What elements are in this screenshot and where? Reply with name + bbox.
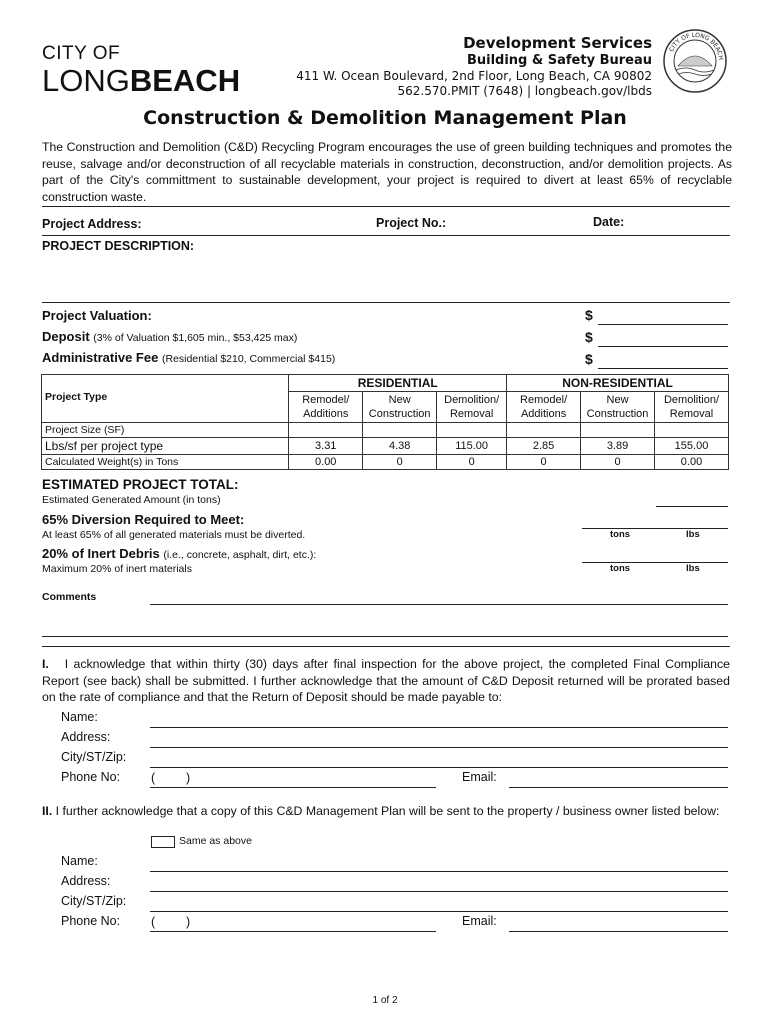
comments-label: Comments [42,591,97,603]
ack2-email-label: Email: [462,914,497,928]
inert-subtitle: Maximum 20% of inert materials [42,563,192,575]
inert-tons-unit: tons [610,563,631,574]
cell-lbs-1: 4.38 [363,438,437,455]
description-divider [42,302,730,303]
ack1-name-input[interactable] [150,711,728,728]
row-label-lbs: Lbs/sf per project type [42,438,289,455]
cell-weight-3: 0 [507,455,581,470]
cell-size-0[interactable] [289,423,363,438]
ack1-address-label: Address: [61,730,111,744]
valuation-input[interactable] [598,308,728,325]
admin-fee-dollar: $ [585,351,593,367]
row-label-weight: Calculated Weight(s) in Tons [42,455,289,470]
ack2-address-input[interactable] [150,875,728,892]
ack1-city-input[interactable] [150,751,728,768]
project-number-label: Project No.: [376,216,447,230]
ack2-email-input[interactable] [509,915,728,932]
diversion-subtitle: At least 65% of all generated materials must be diverted. [42,529,306,541]
cell-weight-5: 0.00 [655,455,729,470]
admin-fee-label: Administrative Fee [42,350,159,365]
admin-fee-note: (Residential $210, Commercial $415) [161,353,336,365]
ack1-city-label: City/ST/Zip: [61,750,127,764]
project-description-label: PROJECT DESCRIPTION: [42,239,195,253]
inert-title: 20% of Inert Debris [42,546,160,561]
project-type-header: Project Type [42,375,289,423]
seal-graphic [662,28,728,94]
dept-name: Development Services [463,34,652,52]
comments-input-2[interactable] [42,620,728,637]
dept-address: 411 W. Ocean Boulevard, 2nd Floor, Long Beach, CA 90802 [296,69,652,83]
ack1-email-label: Email: [462,770,497,784]
cell-size-5[interactable] [655,423,729,438]
intro-paragraph: The Construction and Demolition (C&D) Recycling Program encourages the use of green building techniques and promotes the reuse, salvage and/or deconstruction of all recyclable materials in construction, deconstruction, and/or demolition projects. As part of the City's committment to sustainable development, your project is required to divert at least 65% of recyclable construction waste. [42,140,732,204]
project-number-input[interactable] [452,218,582,234]
table-header-row [42,375,729,392]
estimated-total-input[interactable] [656,490,728,507]
row-label-size: Project Size (SF) [42,423,289,438]
project-address-input[interactable] [150,218,365,234]
inert-row [42,546,316,561]
valuation-dollar: $ [585,307,593,323]
ack1-area-open: ( [151,771,156,785]
col-non-remodel: Remodel/ Additions [507,392,581,423]
seal-text: CITY OF LONG BEACH [668,31,725,61]
residential-header: RESIDENTIAL [289,375,507,392]
comments-input-1[interactable] [150,588,728,605]
diversion-title: 65% Diversion Required to Meet: [42,512,245,527]
cell-weight-2: 0 [437,455,507,470]
page-title: Construction & Demolition Management Plan [143,107,627,129]
estimated-title: ESTIMATED PROJECT TOTAL: [42,477,239,492]
ack2-area-open: ( [151,915,156,929]
date-label: Date: [593,215,625,229]
cell-weight-4: 0 [581,455,655,470]
deposit-row [42,329,297,344]
deposit-note: (3% of Valuation $1,605 min., $53,425 max) [93,332,298,344]
ack1-name-label: Name: [61,710,98,724]
logo-city-of: CITY OF [42,43,121,64]
ack1-phone-label: Phone No: [61,770,121,784]
ack2-text: I further acknowledge that a copy of this C&D Management Plan will be sent to the property / business owner listed below: [55,804,720,818]
date-input[interactable] [630,218,728,234]
col-non-new: New Construction [581,392,655,423]
col-res-new: New Construction [363,392,437,423]
estimated-subtitle: Estimated Generated Amount (in tons) [42,494,221,506]
city-logo [42,44,240,96]
ack2-phone-label: Phone No: [61,914,121,928]
cell-lbs-2: 115.00 [437,438,507,455]
cell-size-3[interactable] [507,423,581,438]
same-as-above-label: Same as above [179,835,252,847]
deposit-dollar: $ [585,329,593,345]
inert-note: (i.e., concrete, asphalt, dirt, etc.): [163,549,317,561]
diversion-lbs-unit: lbs [686,529,700,540]
ack1-address-input[interactable] [150,731,728,748]
cell-size-2[interactable] [437,423,507,438]
project-address-label: Project Address: [42,217,142,231]
city-seal [662,28,728,94]
dept-contact: 562.570.PMIT (7648) | longbeach.gov/lbds [397,84,652,98]
ack2-area-close: ) [186,915,191,929]
deposit-label: Deposit [42,329,90,344]
bureau-name: Building & Safety Bureau [466,53,652,68]
inert-lbs-input[interactable] [656,546,728,563]
cell-lbs-3: 2.85 [507,438,581,455]
inert-lbs-unit: lbs [686,563,700,574]
col-non-demo: Demolition/ Removal [655,392,729,423]
logo-long: LONG [42,63,130,98]
ack2-phone-input[interactable] [150,915,436,932]
col-res-demo: Demolition/ Removal [437,392,507,423]
cell-lbs-0: 3.31 [289,438,363,455]
deposit-input[interactable] [598,330,728,347]
ack2-name-input[interactable] [150,855,728,872]
project-info-divider [42,235,730,236]
ack1-text: I acknowledge that within thirty (30) days after final inspection for the above project, the completed Final Compliance Report (see back) shall be submitted. I further acknowledge that the amount of C&D Deposit returned will be prorated based on the rate of compliance and that the Return of Deposit should be made payable to: [42,657,730,704]
diversion-tons-unit: tons [610,529,631,540]
same-as-above-checkbox[interactable] [151,836,175,848]
diversion-tons-input[interactable] [582,512,656,529]
cell-lbs-4: 3.89 [581,438,655,455]
cell-weight-0: 0.00 [289,455,363,470]
col-res-remodel: Remodel/ Additions [289,392,363,423]
ack2-city-label: City/ST/Zip: [61,894,127,908]
page-number: 1 of 2 [372,995,398,1006]
comments-divider [42,646,730,647]
cell-size-1[interactable] [363,423,437,438]
ack1-phone-input[interactable] [150,771,436,788]
valuation-label: Project Valuation: [42,308,152,323]
ack1-paragraph [42,656,730,706]
non-residential-header: NON-RESIDENTIAL [507,375,729,392]
intro-divider [42,206,730,207]
project-type-table [41,374,729,470]
inert-tons-input[interactable] [582,546,656,563]
admin-fee-input[interactable] [598,352,728,369]
cell-weight-1: 0 [363,455,437,470]
ack2-paragraph [42,803,730,820]
diversion-lbs-input[interactable] [656,512,728,529]
table-row [42,423,729,438]
logo-beach: BEACH [129,63,241,98]
admin-fee-row [42,350,335,365]
cell-size-4[interactable] [581,423,655,438]
ack2-name-label: Name: [61,854,98,868]
cell-lbs-5: 155.00 [655,438,729,455]
ack1-area-close: ) [186,771,191,785]
ack2-address-label: Address: [61,874,111,888]
ack2-city-input[interactable] [150,895,728,912]
department-info [296,34,652,99]
table-row [42,438,729,455]
table-row [42,455,729,470]
ack1-email-input[interactable] [509,771,728,788]
ack1-number: I. [42,657,49,671]
ack2-number: II. [42,804,53,818]
project-description-input[interactable] [42,256,732,304]
